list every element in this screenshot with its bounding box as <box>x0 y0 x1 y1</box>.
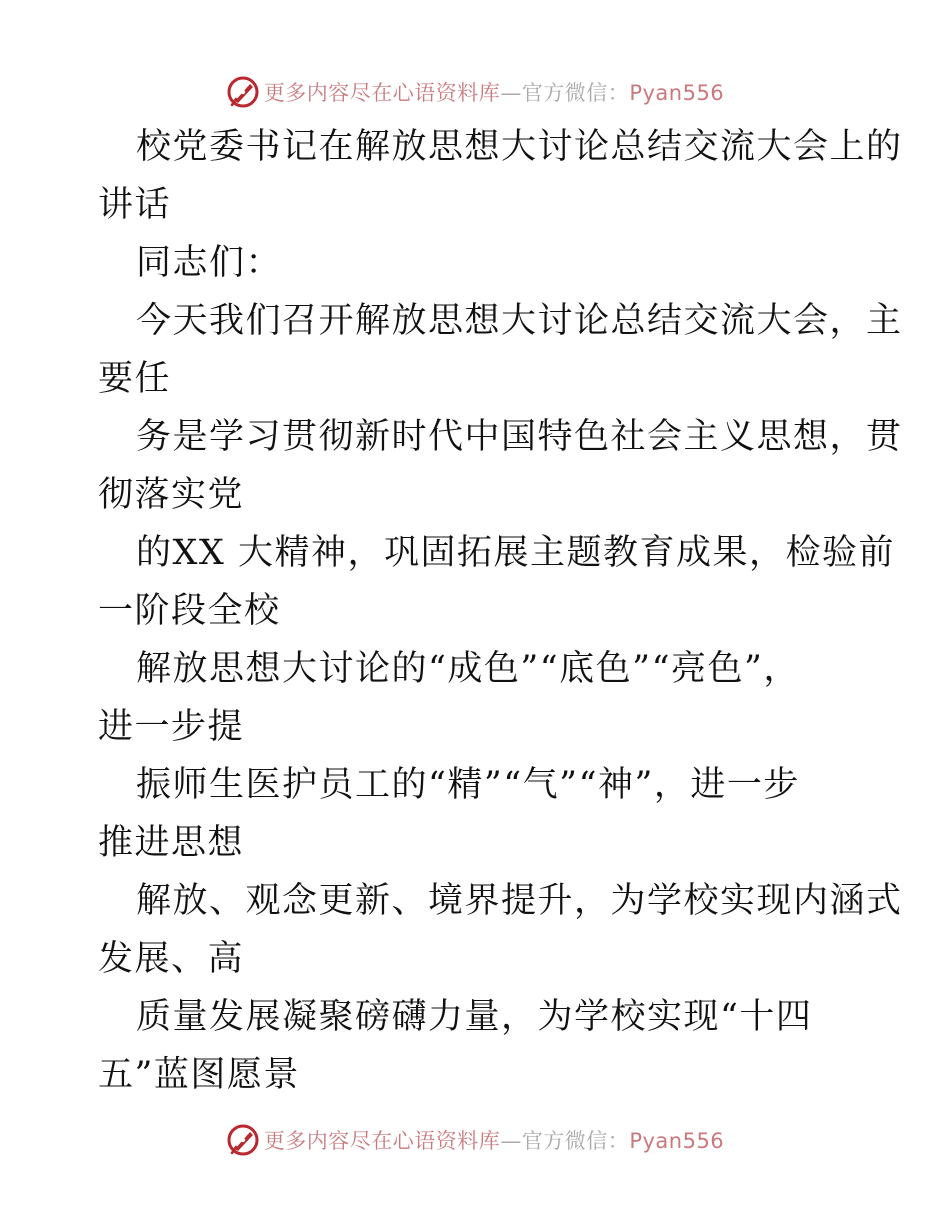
quill-pen-logo-icon <box>226 1123 260 1157</box>
body-line: 的XX 大精神，巩固拓展主题教育成果，检验前 <box>136 533 895 573</box>
banner-text <box>264 77 724 107</box>
body-line: 发展、高 <box>98 939 245 979</box>
quill-pen-logo-icon <box>226 75 260 109</box>
body-line: 进一步提 <box>98 707 245 747</box>
footer-banner <box>0 1118 950 1162</box>
title-line-1: 校党委书记在解放思想大讨论总结交流大会上的 <box>136 127 903 167</box>
body-line: 振师生医护员工的“精”“气”“神”，进一步 <box>136 765 800 805</box>
banner-text-gray: —官方微信： <box>500 81 630 105</box>
body-line: 质量发展凝聚磅礴力量，为学校实现“十四 <box>136 997 813 1037</box>
body-line: 彻落实党 <box>98 475 245 515</box>
body-line: 解放思想大讨论的“成色”“底色”“亮色”， <box>136 649 800 689</box>
title-line-2: 讲话 <box>98 185 172 225</box>
banner-text-red: 更多内容尽在心语资料库 <box>263 81 501 105</box>
body-line: 今天我们召开解放思想大讨论总结交流大会，主 <box>136 301 903 341</box>
body-line: 推进思想 <box>98 823 245 863</box>
body-line: 一阶段全校 <box>98 591 281 631</box>
banner-text-red: 更多内容尽在心语资料库 <box>263 1129 501 1153</box>
body-line: 解放、观念更新、境界提升，为学校实现内涵式 <box>136 881 903 921</box>
header-banner <box>0 70 950 114</box>
banner-wechat-id: Pyan556 <box>629 1129 725 1153</box>
salutation: 同志们： <box>136 243 283 283</box>
document-body <box>98 118 903 1104</box>
banner-text-gray: —官方微信： <box>500 1129 630 1153</box>
banner-text <box>264 1125 724 1155</box>
body-line: 五”蓝图愿景 <box>98 1055 300 1095</box>
body-line: 要任 <box>98 359 172 399</box>
body-line: 务是学习贯彻新时代中国特色社会主义思想，贯 <box>136 417 903 457</box>
banner-wechat-id: Pyan556 <box>629 81 725 105</box>
